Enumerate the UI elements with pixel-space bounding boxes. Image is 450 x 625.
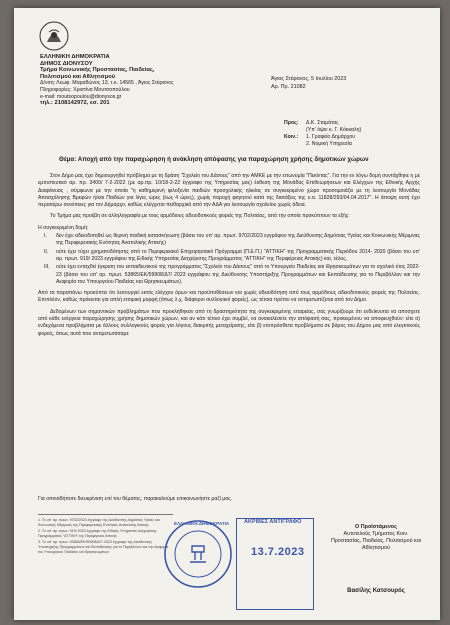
to-label: Προς: <box>284 120 299 126</box>
subject-line: Θέμα: Αποχή από την παραχώρηση ή ανάκληση απόφασης για παραχώρηση χρήσης δημοτικών χώρων <box>59 156 369 163</box>
signer-name: Βασίλης Κατσουρός <box>347 588 405 594</box>
email-line: e-mail: moutsopoulou@dionysos.gr <box>40 93 122 100</box>
footnote-2: 2. Το υπ' αρ. πρωτ. 919/ 2023 έγγραφο της Ειδικής Υπηρεσίας Διαχείρισης Προγράμματος "ΑΤΤΙΚΗ" της Περιφέρειας Αττικής <box>38 529 157 538</box>
signer-title-line3: Προστασίας, Παιδείας, Πολιτισμού και Αθλητισμού <box>330 538 422 551</box>
copy-stamp-heading: ΑΚΡΙΒΕΣ ΑΝΤΙΓΡΑΦΟ <box>244 519 302 525</box>
signer-title: Ο Προϊστάμενος <box>355 524 397 530</box>
cc-item-1: 1. Γραφείο Δημάρχου <box>306 134 356 140</box>
paragraph-1: Στον Δήμο μας έχει δημιουργηθεί πρόβλημα με τη δράση "Σχολείο του Δάσους" από την ΑΜΚΕ με την επωνυμία "Πεκίντας". Για την εν λόγω δομή συντάχθηκε η με εμπιστευτικό αρ. πρ. 3400/ 7-2-2022 (με αρ.πρ. 10/18-2-22 έγγραφο της Υπηρεσίας μας) έκθεση της Μονάδας Επιθεωρήσεων και Ελέγχων της Εθνικής Αρχής Διαφάνειας , σύμφωνα με την οποία "η καθημερινή φιλοξενία παιδιών προσχολικής ηλικίας σε συγκεκριμένο χώρο προσομοιάζει με τη λειτουργία Μονάδας Απασχόλησης Βρεφών ή/και Παιδιών για λίγες ώρες (έως 4 ώρες), χωρίς παροχή φαγητού κατά της διατάξεις της υ.α. 11828/293/04.04.2017". Η άποψη αυτή έχει περαιτέρω συνέπειες για τον Δήμαρχο, καθώς ελέγχεται πειθαρχικά από την ΑΔΑ για λειτουργία σχολείου χωρίς άδεια. <box>38 173 420 209</box>
findings-list <box>38 233 420 286</box>
department-heading-cont: Πολιτισμού και Αθλητισμού <box>40 73 116 80</box>
phone-line: τηλ.: 2108142972, εσ. 201 <box>40 100 110 107</box>
list-item: III. ούτε έχει ενταχθεί έγκριση του εκπαιδευτικού της προγράμματος "Σχολείο του Δάσους" από το Υπουργείο Παιδείας και Θρησκευμάτων για το σχολικό έτος 2022- 23 (βάσει του υπ' αρ. πρωτ. 53865/ΕΚ/59908/Δ7/ 2023 εγγράφου της Διεύθυνσης Υποστήριξης Προγραμμάτων και Εκπαίδευσης για το Περιβάλλον και την Αειφορία του Υπουργείου Παιδείας και Θρησκευμάτων). <box>44 264 420 285</box>
cc-label: Κοιν.: <box>284 134 299 140</box>
signer-title-line2: Αυτοτελούς Τμήματος Κοιν. <box>343 531 409 537</box>
country-heading: ΕΛΛΗΝΙΚΗ ΔΗΜΟΚΡΑΤΙΑ <box>40 54 110 60</box>
copy-stamp <box>236 518 314 610</box>
seal-text: ΕΛΛΗΝΙΚΗ ΔΗΜΟΚΡΑΤΙΑ <box>174 521 230 526</box>
footnote-3: 3. Το υπ' αρ. πρωτ. 53865/ΕΚ/59908/Δ7/ 2023 έγγραφο της Διεύθυνσης Υποστήριξης Προγραμμάτων και Εκπαίδευσης για το Περιβάλλον και την Αειφορία του Υπουργείου Παιδείας και Θρησκευμάτων <box>38 540 169 554</box>
closing-line: Για οποιαδήποτε διευκρίνιση επί του θέματος, παρακαλούμε επικοινωνήστε μαζί μας. <box>38 496 233 502</box>
place-date: Άγιος Στέφανος, 5 Ιουλίου 2023 <box>271 76 347 82</box>
list-item: I. δεν έχει αδειοδοτηθεί ως θερινή παιδική κατασκήνωση (βάσει του υπ' αρ. πρωτ. 9702/2023 εγγράφου της Διεύθυνσης Δημόσιας Υγείας και Κοινωνικής Μέριμνας της Περιφερειακής Ενότητας Ανατολικής Αττικής) <box>44 233 420 247</box>
letterhead <box>40 54 260 107</box>
cc-item-2: 2. Νομική Υπηρεσία <box>306 141 352 147</box>
letter-body <box>38 173 420 342</box>
to-value: Δ.Κ. Σταμάτας <box>306 120 339 126</box>
to-sub: (Υπ' όψιν κ. Γ. Κόκκαλη) <box>306 127 362 133</box>
municipality-heading: ΔΗΜΟΣ ΔΙΟΝΥΣΟΥ <box>40 60 93 67</box>
municipality-logo-icon <box>38 20 70 52</box>
footnote-1: 1. Το υπ' αρ. πρωτ. 9702/2023 έγγραφο της Διεύθυνσης Δημόσιας Υγείας και Κοινωνικής Μέριμνας της Περιφερειακής Ενότητας Ανατολικής Αττικής <box>38 518 160 527</box>
info-line: Πληροφορίες: Χριστίνα Μουτσοπούλου <box>40 86 130 93</box>
official-seal-icon <box>162 518 234 590</box>
paragraph-5: Δεδομένων των σημαντικών προβλημάτων που προκλήθηκαν από τη δραστηριότητα της συγκεκριμένης εταιρείας, σας γνωρίζουμε ότι ενδείκνυται να αποσχετε από κάθε ενέργεια παραχώρησης χρήσης δημοτικών χώρων, και αν κάτι τέτοιο έχει συμβεί, να ανακαλέσετε την απόφασή σας, προκειμένου να αποφευχθούν: είτε α) ενδεχόμενα προβλήματα με άλλους συλλογικούς φορείς για λόγους διακριτής μεταχείρισης, είτε β) επιπρόσθετα προβλήματα σε βάρος του Δήμου μας από ελεγκτικούς φορείς, όπως αυτά που αντιμετωπίσαμε <box>38 308 420 337</box>
copy-stamp-date: 13.7.2023 <box>251 546 305 558</box>
address-line: Δ/νση: Λεωφ. Μαραθώνος 13, τ.κ. 14565 , Άγιος Στέφανος <box>40 80 174 87</box>
department-heading: Τμήμα Κοινωνικής Προστασίας, Παιδείας, <box>40 67 155 74</box>
paragraph-3: Η συγκεκριμένη δομή: <box>38 224 89 231</box>
date-block <box>271 76 346 91</box>
letter-page <box>14 8 440 620</box>
recipients-block <box>284 120 361 148</box>
list-item: II. ούτε έχει τύχει χρηματοδότησης από το Περιφερειακό Επιχειρησιακό Πρόγραμμα (Π.Ε.Π.) "ΑΤΤΙΚΗ" της Προγραμματικής Περιόδου 2014- 2020 (βάσει του υπ' αρ. πρωτ. 919/ 2023 εγγράφου της Ειδικής Υπηρεσίας Διαχείρισης Προγράμματος "ΑΤΤΙΚΗ" της Περιφέρειας Αττικής) και, τέλος, <box>44 248 420 262</box>
protocol-number: Αρ. Πρ. 21082 <box>271 83 306 90</box>
footnotes <box>38 514 173 556</box>
signature-block <box>326 524 426 552</box>
paragraph-2: Το Τμήμα μας προέβη σε αλληλογραφία με τους αρμόδιους αδειοδοτικούς φορείς της Πολιτείας, από την οποία προκύπτουν τα εξής: <box>50 213 350 220</box>
paragraph-4: Από τα παραπάνω προκύπτει ότι λειτουργεί εκτός ελέγχου όρων και προϋποθέσεων και χωρίς αδειοδότηση από τους αρμόδιους αδειοδοτικούς φορείς της Πολιτείας. Επιπλέον, καθώς πρόκειται για απλή εταιρική μορφή (όπως λ.χ. διάφοροι συλλογικοί φορείς), ως τέτοια πρέπει να αντιμετωπίζεται από τον Δήμο. <box>38 290 420 304</box>
